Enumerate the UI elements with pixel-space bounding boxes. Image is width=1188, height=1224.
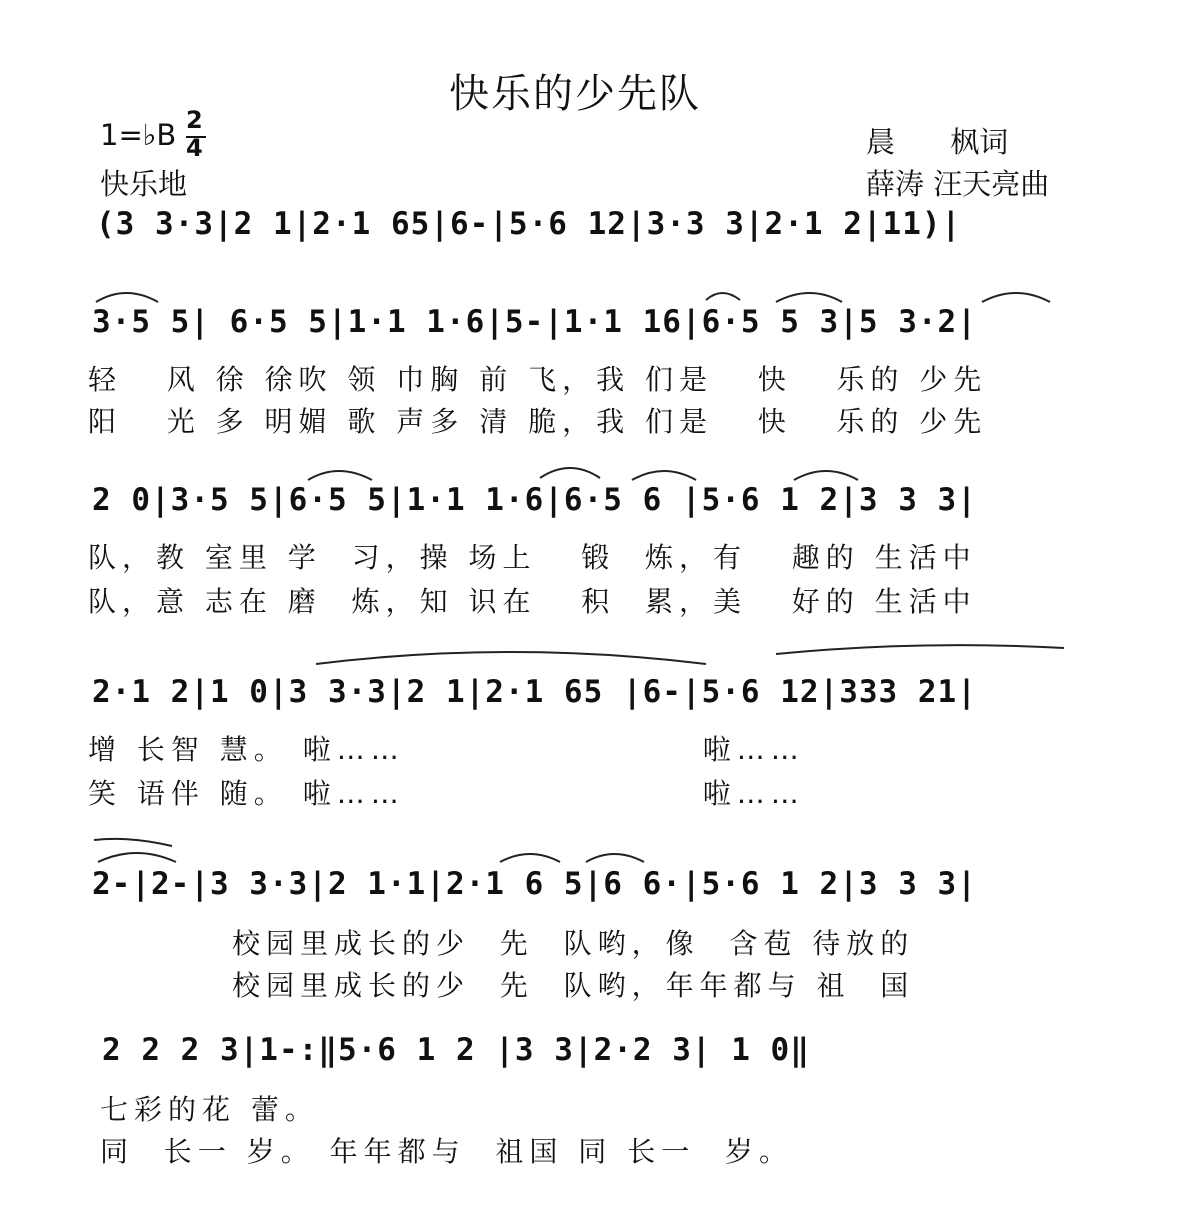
lyricist-credit: 晨 枫词 xyxy=(866,125,1009,159)
notation-line-1: (3 3·3|2 1|2·1 65|6-|5·6 12|3·3 3|2·1 2|11)| xyxy=(96,206,962,242)
slur xyxy=(586,854,644,862)
slur xyxy=(316,652,706,664)
lyric-line-3-verse-1: 队，教 室里 学 习，操 场上 锻 炼，有 趣的 生活中 xyxy=(88,541,977,574)
notation-line-6: 2 2 2 3|1-:‖5·6 1 2 |3 3|2·2 3| 1 0‖ xyxy=(102,1032,810,1068)
lyric-line-2-verse-1: 轻 风 徐 徐吹 领 巾胸 前 飞，我 们是 快 乐的 少先 xyxy=(88,363,988,396)
song-title: 快乐的少先队 xyxy=(449,71,701,117)
slur xyxy=(98,853,176,862)
lyric-line-6-verse-1: 七彩的花 蕾。 xyxy=(100,1093,319,1126)
lyric-line-5-verse-1: 校园里成长的少 先 队哟，像 含苞 待放的 xyxy=(232,927,915,960)
notation-line-5: 2-|2-|3 3·3|2 1·1|2·1 6 5|6 6·|5·6 1 2|3 3 3| xyxy=(92,866,977,902)
slur xyxy=(96,293,158,302)
slur xyxy=(982,293,1050,302)
time-signature-bottom: 4 xyxy=(186,134,203,162)
slur xyxy=(706,293,740,300)
tempo-marking: 快乐地 xyxy=(100,167,188,201)
lyric-line-3-verse-2: 队，意 志在 磨 炼，知 识在 积 累，美 好的 生活中 xyxy=(88,585,977,618)
lyric-line-5-verse-2: 校园里成长的少 先 队哟，年年都与 祖 国 xyxy=(232,969,915,1002)
slur xyxy=(632,471,696,480)
lyric-line-4-verse-2: 笑 语伴 随。 啦…… 啦…… xyxy=(88,777,805,810)
lyric-line-4-verse-1: 增 长智 慧。 啦…… 啦…… xyxy=(88,733,805,766)
slur xyxy=(794,471,858,480)
slur xyxy=(776,645,1064,654)
slur xyxy=(540,468,600,478)
slur xyxy=(308,471,372,480)
slur xyxy=(500,854,560,862)
notation-line-4: 2·1 2|1 0|3 3·3|2 1|2·1 65 |6-|5·6 12|333 21| xyxy=(92,674,977,710)
lyric-line-6-verse-2: 同 长一 岁。 年年都与 祖国 同 长一 岁。 xyxy=(100,1135,794,1168)
composer-credit: 薛涛 汪天亮曲 xyxy=(866,167,1050,201)
slur xyxy=(776,293,842,302)
time-signature-top: 2 xyxy=(186,106,203,134)
slur xyxy=(94,839,172,846)
key-signature: 1=♭B xyxy=(100,118,177,152)
notation-line-3: 2 0|3·5 5|6·5 5|1·1 1·6|6·5 6 |5·6 1 2|3 3 3| xyxy=(92,482,977,518)
lyric-line-2-verse-2: 阳 光 多 明媚 歌 声多 清 脆，我 们是 快 乐的 少先 xyxy=(88,405,988,438)
notation-line-2: 3·5 5| 6·5 5|1·1 1·6|5-|1·1 16|6·5 5 3|5 3·2| xyxy=(92,304,977,340)
